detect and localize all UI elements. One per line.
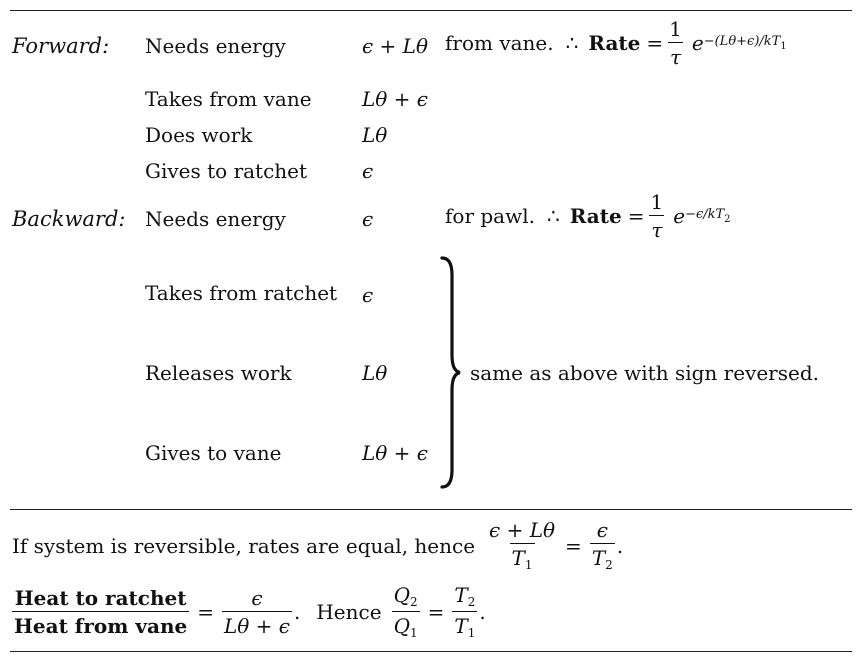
backward-row-2-action: Takes from ratchet [145, 281, 338, 305]
lhs-num: ϵ + Lθ [489, 518, 556, 542]
t-num: $T_2$ [454, 583, 476, 609]
backward-row-4-amount: Lθ + ϵ [362, 441, 428, 465]
conclusion-line-2 [12, 584, 486, 640]
backward-rate-line [445, 191, 731, 241]
forward-row-3-amount: Lθ [362, 123, 388, 147]
backward-exponent: $-\epsilon/kT_2$ [685, 207, 731, 225]
rhs-fraction [590, 519, 615, 572]
rhs-num: ϵ [596, 518, 608, 542]
forward-row-4-amount: ϵ [362, 159, 374, 183]
heat-fraction [12, 587, 189, 637]
conclusion-equals: = [565, 533, 582, 558]
backward-rate-fraction [648, 191, 665, 241]
backward-row-2-amount: ϵ [362, 283, 374, 307]
forward-row-2-action: Takes from vane [145, 87, 312, 111]
backward-equals: = [627, 204, 645, 228]
backward-rate-label: Rate [569, 204, 622, 228]
backward-label: Backward: [12, 207, 126, 231]
backward-frac-num: 1 [650, 190, 664, 214]
q-fraction [392, 584, 420, 640]
hence-word: Hence [316, 600, 382, 625]
backward-exp-sub: 2 [724, 214, 731, 225]
backward-row-3-action: Releases work [145, 361, 292, 385]
brace-note: same as above with sign reversed. [470, 361, 819, 385]
t-fraction [452, 584, 477, 640]
heat-num: Heat to ratchet [14, 586, 187, 611]
energy-den: Lθ + ϵ [222, 611, 292, 637]
q-equals: = [427, 600, 445, 625]
rhs-den: $T_2$ [590, 543, 615, 572]
top-rule [10, 10, 852, 11]
lhs-fraction [487, 519, 557, 572]
forward-source: from vane. [445, 31, 554, 55]
therefore-symbol: ∴ [565, 31, 579, 55]
backward-row-4-action: Gives to vane [145, 441, 282, 465]
forward-row-1-amount: ϵ + Lθ [362, 34, 428, 58]
therefore-symbol: ∴ [546, 204, 560, 228]
forward-rate-fraction [667, 18, 684, 68]
backward-frac-den: τ [649, 215, 664, 241]
heat-den: Heat from vane [12, 611, 189, 637]
forward-frac-den: τ [668, 42, 683, 68]
energy-fraction [222, 587, 292, 637]
forward-exp-sub: 1 [780, 41, 787, 52]
forward-exponent: $-(L\theta+\epsilon)/kT_1$ [703, 34, 787, 52]
lhs-den: $T_1$ [510, 543, 535, 572]
forward-row-1-action: Needs energy [145, 34, 286, 58]
middle-rule [10, 509, 852, 510]
forward-rate-label: Rate [588, 31, 641, 55]
q-num: $Q_2$ [393, 583, 418, 609]
forward-rate-line [445, 18, 787, 68]
energy-period: . [294, 600, 301, 625]
forward-equals: = [646, 31, 664, 55]
forward-exp-base: e [691, 31, 704, 55]
heat-equals: = [197, 600, 214, 625]
forward-row-4-action: Gives to ratchet [145, 159, 308, 183]
t-den: $T_1$ [452, 611, 477, 640]
backward-row-1-action: Needs energy [145, 207, 286, 231]
q-den: $Q_1$ [392, 611, 420, 640]
conclusion-text: If system is reversible, rates are equal, hence [12, 533, 476, 558]
forward-label: Forward: [12, 34, 110, 58]
forward-row-2-amount: Lθ + ϵ [362, 87, 428, 111]
t-period: . [479, 600, 486, 625]
backward-source: for pawl. [445, 204, 535, 228]
conclusion-line-1 [12, 519, 623, 572]
backward-exp-base: e [673, 204, 686, 228]
forward-row-3-action: Does work [145, 123, 253, 147]
right-curly-brace [440, 255, 462, 490]
backward-row-1-amount: ϵ [362, 207, 374, 231]
forward-frac-num: 1 [669, 17, 682, 41]
backward-row-3-amount: Lθ [362, 361, 388, 385]
conclusion-period: . [616, 533, 624, 558]
bottom-rule [10, 651, 852, 652]
energy-num: ϵ [251, 586, 263, 611]
